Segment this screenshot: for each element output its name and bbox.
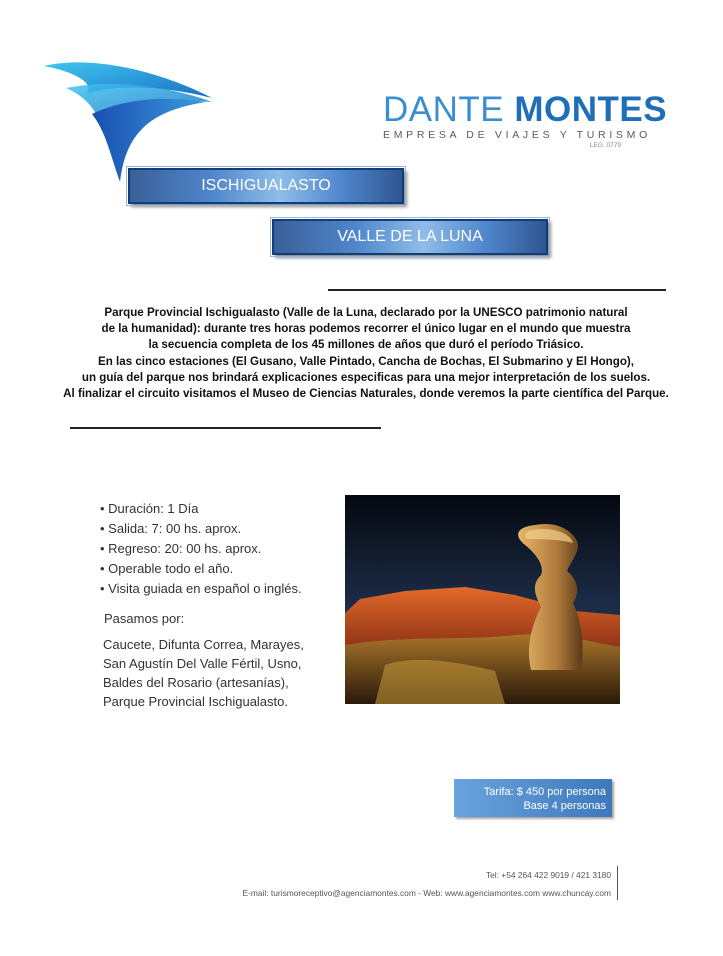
title-banner-text: ISCHIGUALASTO: [201, 177, 331, 194]
brand-name: [383, 90, 668, 129]
route-title: Pasamos por:: [104, 611, 185, 626]
brand-tagline: EMPRESA DE VIAJES Y TURISMO: [383, 129, 651, 141]
contact-email-web: E-mail: turismoreceptivo@agenciamontes.com - Web: www.agenciamontes.com www.chuncay.com: [242, 888, 611, 898]
detail-item: • Duración: 1 Día: [100, 501, 199, 516]
description-line: de la humanidad): durante tres horas podemos recorrer el único lugar en el mundo que muestra: [101, 322, 631, 336]
description-line: Parque Provincial Ischigualasto (Valle de la Luna, declarado por la UNESCO patrimonio natural: [104, 306, 628, 319]
title-banner-valle-de-la-luna: [272, 219, 548, 255]
brand-block: [383, 90, 668, 149]
brand-name-part2: MONTES: [514, 90, 668, 129]
contact-phone: Tel: +54 264 422 9019 / 421 3180: [485, 870, 611, 880]
divider-line: [328, 289, 666, 291]
description-line: la secuencia completa de los 45 millones de años que duró el período Triásico.: [148, 338, 584, 352]
brand-license: LEG. 0779: [589, 142, 621, 149]
detail-item: • Operable todo el año.: [100, 561, 234, 576]
divider-line: [70, 427, 381, 429]
contact-divider: [617, 866, 618, 900]
description-line: En las cinco estaciones (El Gusano, Valle Pintado, Cancha de Bochas, El Submarino y El Hongo),: [97, 354, 635, 368]
title-banner-text: VALLE DE LA LUNA: [337, 228, 483, 245]
el-hongo-photo: [345, 495, 620, 704]
contact-info: [200, 866, 611, 902]
company-logo-icon: [36, 54, 216, 184]
detail-item: • Visita guiada en español o inglés.: [100, 581, 302, 596]
route-line: San Agustín Del Valle Fértil, Usno,: [103, 656, 302, 671]
title-banner-ischigualasto: [128, 168, 404, 204]
route-list: [103, 635, 304, 711]
price-line: Tarifa: $ 450 por persona: [483, 786, 606, 798]
tour-details-list: [100, 499, 340, 599]
brand-name-part1: DANTE: [383, 90, 515, 129]
price-base: Base 4 personas: [523, 800, 606, 812]
description-line: un guía del parque nos brindará explicaciones especificas para una mejor interpretación de los suelos.: [81, 370, 651, 384]
detail-item: • Regreso: 20: 00 hs. aprox.: [100, 541, 262, 556]
route-line: Baldes del Rosario (artesanías),: [103, 675, 289, 690]
price-box: [454, 779, 612, 817]
route-line: Parque Provincial Ischigualasto.: [103, 694, 288, 709]
route-line: Caucete, Difunta Correa, Marayes,: [103, 637, 304, 652]
tour-description: [56, 305, 676, 402]
description-line: Al finalizar el circuito visitamos el Museo de Ciencias Naturales, donde veremos la parte científica del Parque.: [63, 387, 669, 401]
detail-item: • Salida: 7: 00 hs. aprox.: [100, 521, 242, 536]
